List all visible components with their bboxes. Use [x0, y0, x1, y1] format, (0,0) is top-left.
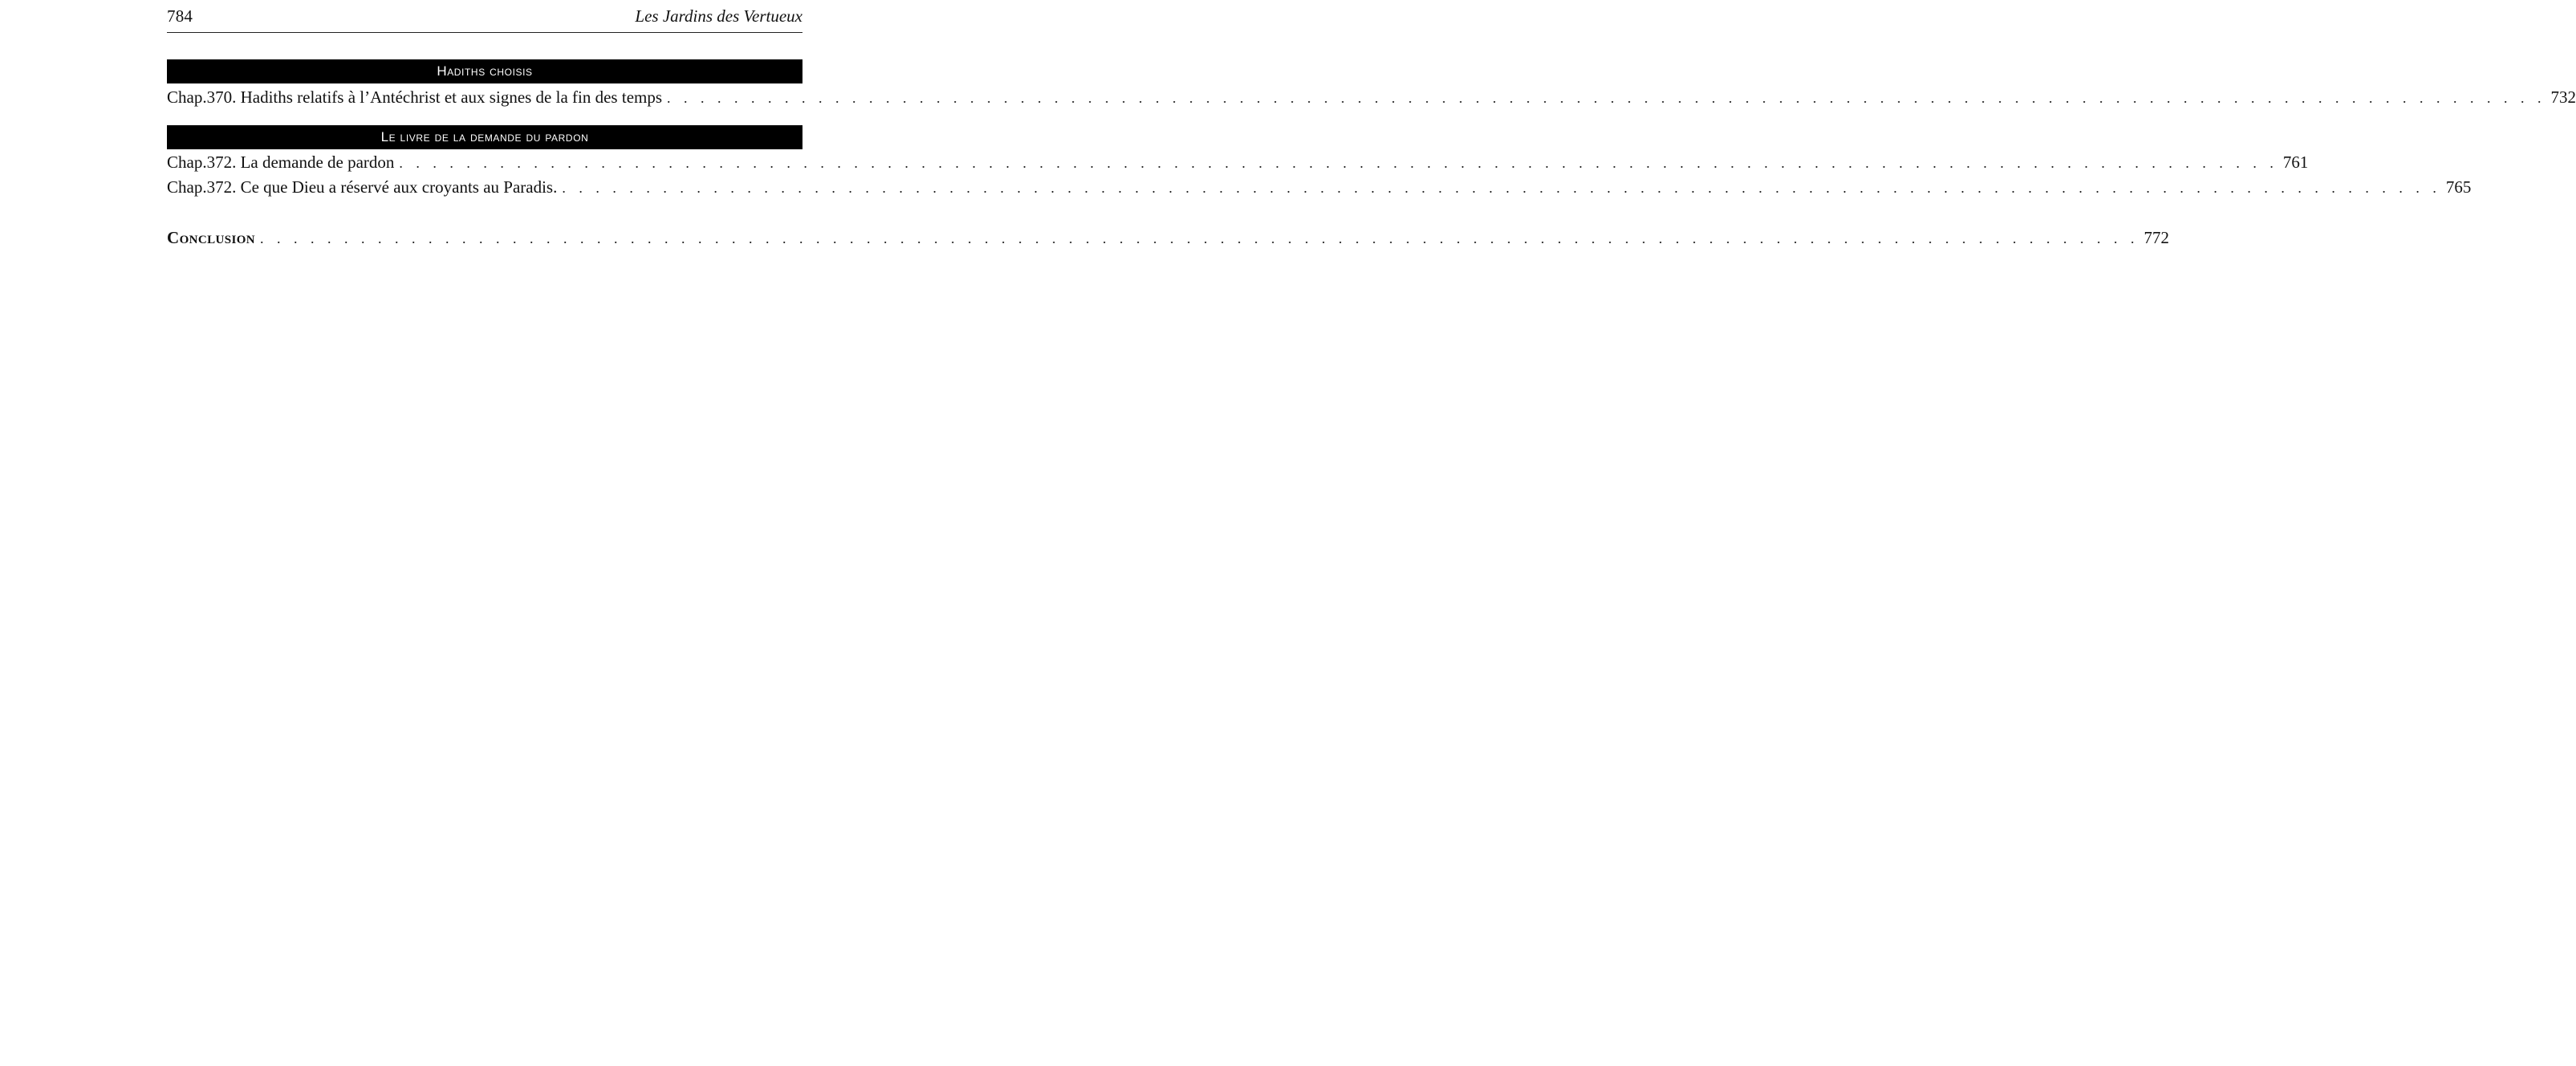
toc-entry-title: Chap.372. La demande de pardon [167, 153, 395, 172]
running-title: Les Jardins des Vertueux [635, 6, 802, 26]
dot-leader: . . . . . . . . . . . . . . . . . . . . . . . . . . . . . . . . . . . . . . . . . . . . . . . . . . . . . . . . . . . . . . . . . . . . . . . . . . . . . . . . . . . . . . . . . . . . . . . . . . . . . . . . . . . . . . . . [260, 230, 2139, 246]
toc-entry[interactable] [167, 86, 2576, 108]
toc-entry[interactable] [167, 151, 2309, 173]
toc-entry[interactable] [167, 176, 2472, 198]
section-heading-demande-du-pardon: Le livre de la demande du pardon [167, 125, 802, 149]
page-number: 784 [167, 6, 193, 26]
running-head [167, 0, 802, 33]
dot-leader: . . . . . . . . . . . . . . . . . . . . . . . . . . . . . . . . . . . . . . . . . . . . . . . . . . . . . . . . . . . . . . . . . . . . . . . . . . . . . . . . . . . . . . . . . . . . . . . . . . . . . . . . . . . . . . . . [667, 90, 2546, 106]
section-heading-hadiths-choisis: Hadiths choisis [167, 59, 802, 83]
toc-entry-page: 765 [2445, 177, 2472, 197]
dot-leader: . . . . . . . . . . . . . . . . . . . . . . . . . . . . . . . . . . . . . . . . . . . . . . . . . . . . . . . . . . . . . . . . . . . . . . . . . . . . . . . . . . . . . . . . . . . . . . . . . . . . . . . . . . . . . . . . [562, 180, 2441, 196]
toc-entry-page: 732 [2550, 87, 2576, 107]
toc-entry-title: Chap.372. Ce que Dieu a réservé aux croyants au Paradis. [167, 177, 558, 197]
dot-leader: . . . . . . . . . . . . . . . . . . . . . . . . . . . . . . . . . . . . . . . . . . . . . . . . . . . . . . . . . . . . . . . . . . . . . . . . . . . . . . . . . . . . . . . . . . . . . . . . . . . . . . . . . . . . . . . . [399, 155, 2278, 171]
toc-entry-title: Chap.370. Hadiths relatifs à l’Antéchrist et aux signes de la fin des temps [167, 87, 663, 107]
document-page [167, 0, 2576, 247]
toc-entry-conclusion[interactable] [167, 226, 2170, 249]
toc-entry-page: 761 [2282, 153, 2309, 172]
toc-entry-page: 772 [2143, 228, 2170, 247]
toc-entry-title: Conclusion [167, 228, 256, 247]
